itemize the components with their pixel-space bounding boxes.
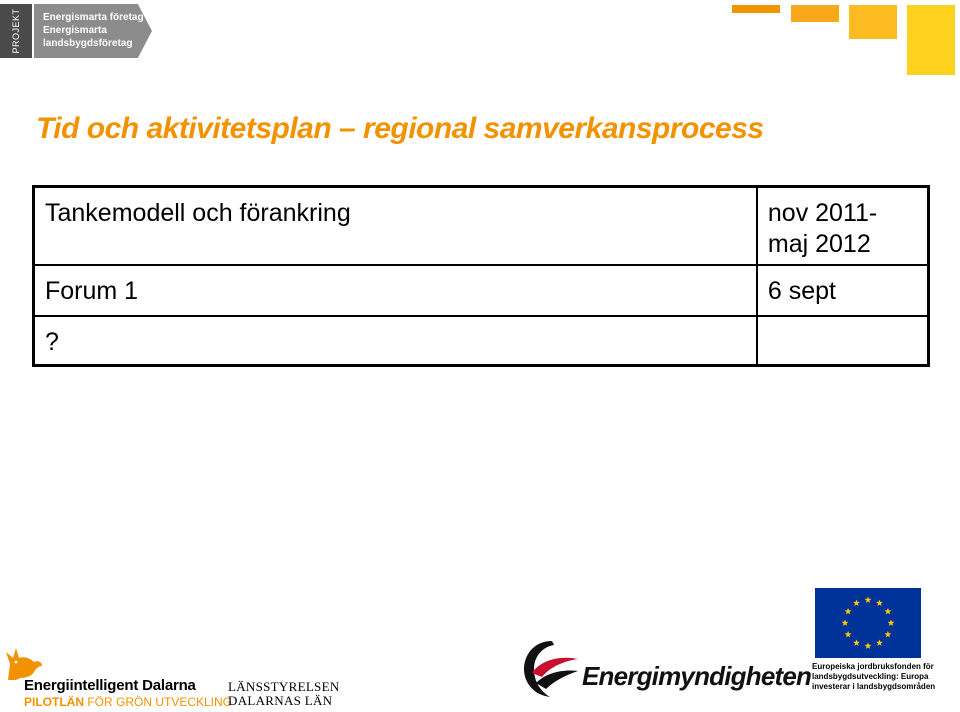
plan-table [32, 185, 930, 367]
lansstyrelsen-line: LÄNSSTYRELSEN [228, 679, 340, 694]
energiintelligent-tagline [24, 695, 232, 709]
badge-line: Energismarta företag [43, 12, 144, 23]
tagline-bold: PILOTLÄN [24, 695, 84, 709]
badge-line: landsbygdsföretag [43, 38, 133, 49]
project-badge [0, 4, 152, 58]
decor-block-4 [907, 5, 955, 75]
badge-side-bar [0, 4, 32, 58]
table-cell-activity: ? [34, 316, 757, 366]
decor-block-2 [791, 5, 839, 22]
tagline-rest: FÖR GRÖN UTVECKLING [84, 695, 233, 709]
table-cell-activity: Forum 1 [34, 265, 757, 316]
lansstyrelsen-logo [228, 680, 348, 708]
table-cell-activity: Tankemodell och förankring [34, 187, 757, 265]
table-cell-time [757, 316, 929, 366]
energiintelligent-name: Energiintelligent Dalarna [24, 677, 196, 694]
lansstyrelsen-line: DALARNAS LÄN [228, 693, 333, 708]
table-cell-time: 6 sept [757, 265, 929, 316]
decor-block-3 [849, 5, 897, 39]
table-row [34, 265, 929, 316]
eu-fund-text: Europeiska jordbruksfonden för landsbygdsutveckling: Europa investerar i landsbygdsområden [812, 662, 936, 691]
energimyndigheten-swirl-icon [520, 637, 582, 701]
badge-side-label: PROJEKT [11, 8, 21, 54]
table-row [34, 187, 929, 265]
badge-line: Energismarta [43, 25, 107, 36]
fox-icon [4, 642, 44, 682]
energimyndigheten-name: Energimyndigheten [582, 661, 812, 691]
slide-title: Tid och aktivitetsplan – regional samverkansprocess [36, 112, 764, 145]
energimyndigheten-logo [520, 637, 812, 706]
table-cell-time: nov 2011- maj 2012 [757, 187, 929, 265]
table-row [34, 316, 929, 366]
eu-flag-icon [815, 588, 921, 658]
decor-block-1 [732, 5, 780, 13]
badge-text [43, 11, 144, 50]
